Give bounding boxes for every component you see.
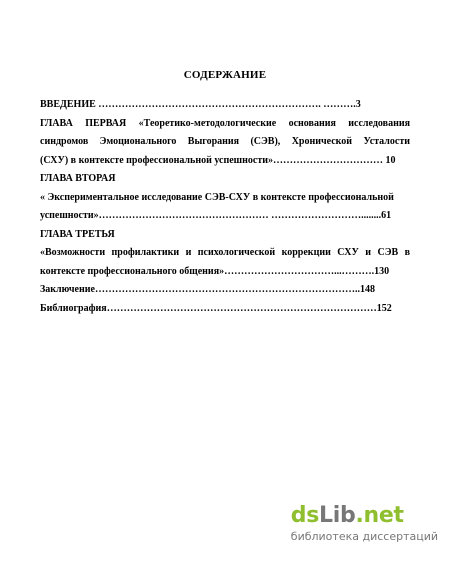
logo-ds-text: ds — [290, 503, 320, 528]
toc-entry-bibliography[interactable]: Библиография………………………………………………………………………152 — [40, 302, 392, 314]
table-of-contents — [40, 96, 410, 318]
watermark-subtitle: библиотека диссертаций — [290, 530, 438, 543]
toc-entry-chapter-3-line-1[interactable]: «Возможности профилактики и психологической коррекции СХУ и СЭВ в — [40, 247, 410, 258]
logo-lib-text: Lib — [319, 503, 356, 528]
toc-chapter-2-heading[interactable]: ГЛАВА ВТОРАЯ — [40, 173, 116, 184]
dslib-watermark — [291, 504, 438, 544]
page-title: СОДЕРЖАНИЕ — [183, 69, 267, 81]
toc-entry-chapter-2-line-1[interactable]: « Экспериментальное исследование СЭВ-СХУ в контексте профессиональной — [40, 191, 394, 203]
toc-entry-chapter-1-line-2[interactable]: синдромов Эмоционального Выгорания (СЭВ), Хронической Усталости — [40, 136, 410, 147]
toc-entry-introduction[interactable]: ВВЕДЕНИЕ …………………………………………………………. ……….3 — [40, 99, 361, 110]
dslib-logo — [291, 504, 438, 528]
toc-entry-chapter-2-line-2[interactable]: успешности»…………………………………………… ………………………........61 — [40, 210, 392, 221]
toc-entry-chapter-1-line-3[interactable]: (СХУ) в контексте профессиональной успешности»…………………………… 10 — [40, 154, 396, 166]
toc-entry-chapter-3-line-2[interactable]: контексте профессионального общения»……………………………...……….130 — [40, 265, 390, 277]
toc-chapter-3-heading[interactable]: ГЛАВА ТРЕТЬЯ — [40, 228, 115, 240]
toc-entry-conclusion[interactable]: Заключение……………………………………………………………………..148 — [40, 284, 375, 295]
logo-net-text: .net — [355, 503, 404, 528]
toc-entry-chapter-1-line-1[interactable]: ГЛАВА ПЕРВАЯ «Теоретико-методологические основания исследования — [40, 117, 410, 129]
